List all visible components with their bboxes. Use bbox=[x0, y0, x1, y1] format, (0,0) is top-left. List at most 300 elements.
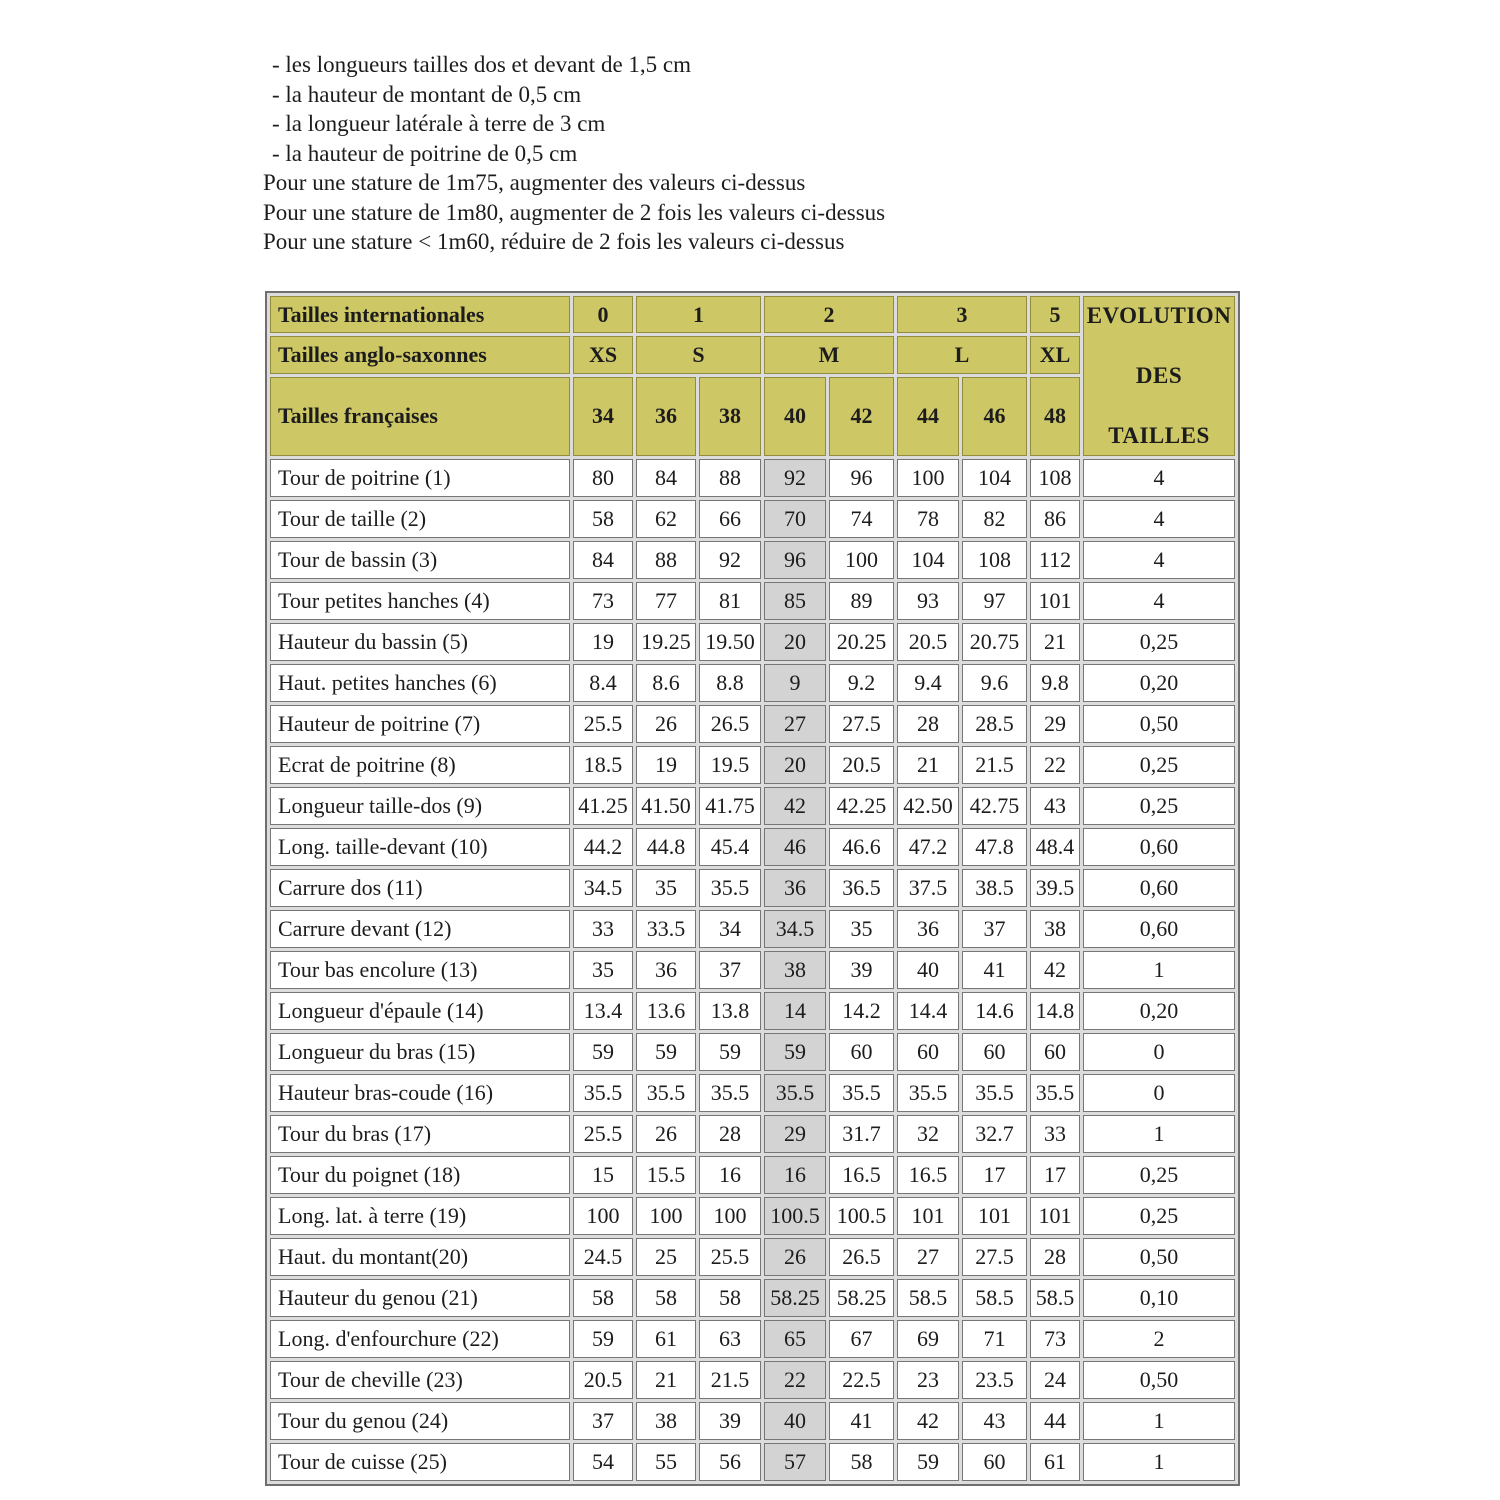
value-cell: 82 bbox=[962, 500, 1027, 538]
value-cell: 9.4 bbox=[897, 664, 959, 702]
value-cell: 38 bbox=[764, 951, 826, 989]
row-label: Tour de cuisse (25) bbox=[270, 1443, 570, 1481]
value-cell: 35.5 bbox=[699, 869, 761, 907]
value-cell: 36 bbox=[636, 951, 696, 989]
row-label: Longueur du bras (15) bbox=[270, 1033, 570, 1071]
evolution-cell: 1 bbox=[1083, 951, 1235, 989]
value-cell: 37 bbox=[573, 1402, 633, 1440]
size-header-cell: 2 bbox=[764, 296, 894, 333]
value-cell: 27 bbox=[764, 705, 826, 743]
value-cell: 13.4 bbox=[573, 992, 633, 1030]
value-cell: 21 bbox=[1030, 623, 1080, 661]
value-cell: 19.5 bbox=[699, 746, 761, 784]
value-cell: 15 bbox=[573, 1156, 633, 1194]
evolution-cell: 1 bbox=[1083, 1115, 1235, 1153]
row-label: Ecrat de poitrine (8) bbox=[270, 746, 570, 784]
size-table-container bbox=[265, 291, 1240, 1486]
value-cell: 67 bbox=[829, 1320, 894, 1358]
evolution-cell: 0,60 bbox=[1083, 869, 1235, 907]
value-cell: 13.8 bbox=[699, 992, 761, 1030]
measurement-row bbox=[270, 1279, 1235, 1317]
value-cell: 48.4 bbox=[1030, 828, 1080, 866]
value-cell: 60 bbox=[829, 1033, 894, 1071]
value-cell: 66 bbox=[699, 500, 761, 538]
value-cell: 32 bbox=[897, 1115, 959, 1153]
row-label: Long. taille-devant (10) bbox=[270, 828, 570, 866]
value-cell: 58 bbox=[573, 500, 633, 538]
value-cell: 14.4 bbox=[897, 992, 959, 1030]
evolution-cell: 0,25 bbox=[1083, 1197, 1235, 1235]
measurement-row bbox=[270, 705, 1235, 743]
value-cell: 44.8 bbox=[636, 828, 696, 866]
value-cell: 35.5 bbox=[764, 1074, 826, 1112]
value-cell: 24 bbox=[1030, 1361, 1080, 1399]
size-header-cell: 34 bbox=[573, 377, 633, 456]
value-cell: 29 bbox=[1030, 705, 1080, 743]
value-cell: 38 bbox=[636, 1402, 696, 1440]
value-cell: 61 bbox=[636, 1320, 696, 1358]
value-cell: 19 bbox=[573, 623, 633, 661]
value-cell: 19.25 bbox=[636, 623, 696, 661]
evolution-header bbox=[1083, 296, 1235, 456]
value-cell: 40 bbox=[764, 1402, 826, 1440]
size-header-cell: L bbox=[897, 336, 1027, 373]
value-cell: 57 bbox=[764, 1443, 826, 1481]
value-cell: 37 bbox=[962, 910, 1027, 948]
row-label: Tour du bras (17) bbox=[270, 1115, 570, 1153]
value-cell: 39 bbox=[829, 951, 894, 989]
value-cell: 29 bbox=[764, 1115, 826, 1153]
value-cell: 23 bbox=[897, 1361, 959, 1399]
value-cell: 15.5 bbox=[636, 1156, 696, 1194]
size-header-cell: S bbox=[636, 336, 761, 373]
value-cell: 27 bbox=[897, 1238, 959, 1276]
value-cell: 8.6 bbox=[636, 664, 696, 702]
value-cell: 42 bbox=[897, 1402, 959, 1440]
value-cell: 28.5 bbox=[962, 705, 1027, 743]
value-cell: 78 bbox=[897, 500, 959, 538]
value-cell: 33 bbox=[1030, 1115, 1080, 1153]
value-cell: 42.75 bbox=[962, 787, 1027, 825]
value-cell: 16.5 bbox=[829, 1156, 894, 1194]
value-cell: 26.5 bbox=[829, 1238, 894, 1276]
measurement-row bbox=[270, 1402, 1235, 1440]
value-cell: 58 bbox=[699, 1279, 761, 1317]
row-label: Tour de poitrine (1) bbox=[270, 459, 570, 497]
evolution-word: EVOLUTION bbox=[1086, 303, 1232, 328]
measurement-row bbox=[270, 746, 1235, 784]
evolution-word: TAILLES bbox=[1108, 423, 1210, 448]
measurement-row bbox=[270, 951, 1235, 989]
measurement-row bbox=[270, 459, 1235, 497]
value-cell: 27.5 bbox=[962, 1238, 1027, 1276]
evolution-header-words bbox=[1084, 297, 1234, 455]
value-cell: 69 bbox=[897, 1320, 959, 1358]
evolution-cell: 0 bbox=[1083, 1074, 1235, 1112]
value-cell: 31.7 bbox=[829, 1115, 894, 1153]
value-cell: 26.5 bbox=[699, 705, 761, 743]
value-cell: 104 bbox=[897, 541, 959, 579]
value-cell: 43 bbox=[1030, 787, 1080, 825]
size-header-cell: 0 bbox=[573, 296, 633, 333]
row-label: Tour du poignet (18) bbox=[270, 1156, 570, 1194]
value-cell: 59 bbox=[573, 1033, 633, 1071]
size-header-cell: 44 bbox=[897, 377, 959, 456]
evolution-cell: 0,20 bbox=[1083, 664, 1235, 702]
intro-line: - la longueur latérale à terre de 3 cm bbox=[272, 111, 606, 136]
evolution-word: DES bbox=[1135, 363, 1183, 388]
value-cell: 100.5 bbox=[829, 1197, 894, 1235]
value-cell: 26 bbox=[764, 1238, 826, 1276]
value-cell: 101 bbox=[1030, 1197, 1080, 1235]
size-header-cell: 1 bbox=[636, 296, 761, 333]
row-label: Tour petites hanches (4) bbox=[270, 582, 570, 620]
intro-line: - la hauteur de montant de 0,5 cm bbox=[272, 81, 582, 107]
value-cell: 14.6 bbox=[962, 992, 1027, 1030]
header-row-label: Tailles internationales bbox=[270, 296, 570, 333]
value-cell: 38.5 bbox=[962, 869, 1027, 907]
value-cell: 96 bbox=[764, 541, 826, 579]
value-cell: 8.4 bbox=[573, 664, 633, 702]
row-label: Hauteur du genou (21) bbox=[270, 1279, 570, 1317]
value-cell: 59 bbox=[573, 1320, 633, 1358]
evolution-cell: 0,25 bbox=[1083, 1156, 1235, 1194]
evolution-cell: 0 bbox=[1083, 1033, 1235, 1071]
value-cell: 73 bbox=[1030, 1320, 1080, 1358]
value-cell: 25.5 bbox=[573, 1115, 633, 1153]
value-cell: 21.5 bbox=[962, 746, 1027, 784]
row-label: Longueur taille-dos (9) bbox=[270, 787, 570, 825]
row-label: Long. lat. à terre (19) bbox=[270, 1197, 570, 1235]
value-cell: 35.5 bbox=[962, 1074, 1027, 1112]
size-table-body bbox=[270, 296, 1235, 1481]
value-cell: 41 bbox=[962, 951, 1027, 989]
value-cell: 43 bbox=[962, 1402, 1027, 1440]
evolution-cell: 0,10 bbox=[1083, 1279, 1235, 1317]
value-cell: 108 bbox=[1030, 459, 1080, 497]
value-cell: 86 bbox=[1030, 500, 1080, 538]
value-cell: 36 bbox=[764, 869, 826, 907]
value-cell: 45.4 bbox=[699, 828, 761, 866]
row-label: Hauteur du bassin (5) bbox=[270, 623, 570, 661]
measurement-row bbox=[270, 828, 1235, 866]
value-cell: 35.5 bbox=[573, 1074, 633, 1112]
measurement-row bbox=[270, 500, 1235, 538]
value-cell: 42 bbox=[1030, 951, 1080, 989]
evolution-cell: 0,60 bbox=[1083, 828, 1235, 866]
value-cell: 47.2 bbox=[897, 828, 959, 866]
measurement-row bbox=[270, 1361, 1235, 1399]
value-cell: 25 bbox=[636, 1238, 696, 1276]
size-header-cell: 40 bbox=[764, 377, 826, 456]
value-cell: 59 bbox=[636, 1033, 696, 1071]
value-cell: 58.25 bbox=[829, 1279, 894, 1317]
value-cell: 26 bbox=[636, 1115, 696, 1153]
value-cell: 41.25 bbox=[573, 787, 633, 825]
size-header-cell: 38 bbox=[699, 377, 761, 456]
value-cell: 34.5 bbox=[573, 869, 633, 907]
value-cell: 73 bbox=[573, 582, 633, 620]
value-cell: 20.25 bbox=[829, 623, 894, 661]
value-cell: 22.5 bbox=[829, 1361, 894, 1399]
row-label: Hauteur bras-coude (16) bbox=[270, 1074, 570, 1112]
row-label: Tour de taille (2) bbox=[270, 500, 570, 538]
value-cell: 27.5 bbox=[829, 705, 894, 743]
value-cell: 13.6 bbox=[636, 992, 696, 1030]
row-label: Haut. du montant(20) bbox=[270, 1238, 570, 1276]
value-cell: 60 bbox=[1030, 1033, 1080, 1071]
value-cell: 41 bbox=[829, 1402, 894, 1440]
value-cell: 21 bbox=[897, 746, 959, 784]
value-cell: 77 bbox=[636, 582, 696, 620]
measurement-row bbox=[270, 1197, 1235, 1235]
value-cell: 32.7 bbox=[962, 1115, 1027, 1153]
value-cell: 34.5 bbox=[764, 910, 826, 948]
size-header-cell: 3 bbox=[897, 296, 1027, 333]
value-cell: 23.5 bbox=[962, 1361, 1027, 1399]
intro-line: Pour une stature de 1m75, augmenter des valeurs ci-dessus bbox=[263, 170, 806, 195]
value-cell: 28 bbox=[897, 705, 959, 743]
value-cell: 74 bbox=[829, 500, 894, 538]
measurement-row bbox=[270, 1238, 1235, 1276]
size-header-cell: 36 bbox=[636, 377, 696, 456]
value-cell: 100 bbox=[573, 1197, 633, 1235]
size-header-cell: M bbox=[764, 336, 894, 373]
measurement-row bbox=[270, 992, 1235, 1030]
value-cell: 22 bbox=[764, 1361, 826, 1399]
value-cell: 36 bbox=[897, 910, 959, 948]
value-cell: 65 bbox=[764, 1320, 826, 1358]
value-cell: 17 bbox=[962, 1156, 1027, 1194]
value-cell: 80 bbox=[573, 459, 633, 497]
row-label: Haut. petites hanches (6) bbox=[270, 664, 570, 702]
value-cell: 55 bbox=[636, 1443, 696, 1481]
measurement-row bbox=[270, 623, 1235, 661]
value-cell: 9.6 bbox=[962, 664, 1027, 702]
value-cell: 44 bbox=[1030, 1402, 1080, 1440]
value-cell: 14.2 bbox=[829, 992, 894, 1030]
value-cell: 18.5 bbox=[573, 746, 633, 784]
value-cell: 88 bbox=[699, 459, 761, 497]
row-label: Longueur d'épaule (14) bbox=[270, 992, 570, 1030]
value-cell: 58.5 bbox=[897, 1279, 959, 1317]
value-cell: 100 bbox=[699, 1197, 761, 1235]
intro-text bbox=[263, 50, 885, 257]
intro-line: Pour une stature de 1m80, augmenter de 2 fois les valeurs ci-dessus bbox=[263, 199, 886, 225]
value-cell: 33 bbox=[573, 910, 633, 948]
value-cell: 35.5 bbox=[636, 1074, 696, 1112]
row-label: Long. d'enfourchure (22) bbox=[270, 1320, 570, 1358]
evolution-cell: 4 bbox=[1083, 459, 1235, 497]
value-cell: 92 bbox=[764, 459, 826, 497]
value-cell: 33.5 bbox=[636, 910, 696, 948]
measurement-row bbox=[270, 1443, 1235, 1481]
value-cell: 37 bbox=[699, 951, 761, 989]
value-cell: 101 bbox=[1030, 582, 1080, 620]
value-cell: 58 bbox=[573, 1279, 633, 1317]
evolution-cell: 1 bbox=[1083, 1443, 1235, 1481]
evolution-cell: 4 bbox=[1083, 582, 1235, 620]
measurement-row bbox=[270, 541, 1235, 579]
value-cell: 42.50 bbox=[897, 787, 959, 825]
value-cell: 14 bbox=[764, 992, 826, 1030]
value-cell: 97 bbox=[962, 582, 1027, 620]
value-cell: 21.5 bbox=[699, 1361, 761, 1399]
measurement-row bbox=[270, 1033, 1235, 1071]
value-cell: 9 bbox=[764, 664, 826, 702]
value-cell: 104 bbox=[962, 459, 1027, 497]
value-cell: 101 bbox=[897, 1197, 959, 1235]
evolution-cell: 0,25 bbox=[1083, 623, 1235, 661]
value-cell: 96 bbox=[829, 459, 894, 497]
value-cell: 9.2 bbox=[829, 664, 894, 702]
value-cell: 44.2 bbox=[573, 828, 633, 866]
size-header-cell: 46 bbox=[962, 377, 1027, 456]
value-cell: 47.8 bbox=[962, 828, 1027, 866]
value-cell: 35.5 bbox=[829, 1074, 894, 1112]
value-cell: 20.5 bbox=[829, 746, 894, 784]
value-cell: 60 bbox=[897, 1033, 959, 1071]
row-label: Tour bas encolure (13) bbox=[270, 951, 570, 989]
value-cell: 25.5 bbox=[699, 1238, 761, 1276]
row-label: Carrure devant (12) bbox=[270, 910, 570, 948]
measurement-row bbox=[270, 910, 1235, 948]
value-cell: 14.8 bbox=[1030, 992, 1080, 1030]
value-cell: 41.50 bbox=[636, 787, 696, 825]
value-cell: 20 bbox=[764, 623, 826, 661]
measurement-row bbox=[270, 1074, 1235, 1112]
measurement-row bbox=[270, 1320, 1235, 1358]
value-cell: 16.5 bbox=[897, 1156, 959, 1194]
measurement-row bbox=[270, 582, 1235, 620]
value-cell: 20.75 bbox=[962, 623, 1027, 661]
value-cell: 46.6 bbox=[829, 828, 894, 866]
value-cell: 39.5 bbox=[1030, 869, 1080, 907]
value-cell: 19.50 bbox=[699, 623, 761, 661]
value-cell: 100.5 bbox=[764, 1197, 826, 1235]
value-cell: 41.75 bbox=[699, 787, 761, 825]
size-header-cell: 5 bbox=[1030, 296, 1080, 333]
value-cell: 8.8 bbox=[699, 664, 761, 702]
measurement-row bbox=[270, 787, 1235, 825]
value-cell: 54 bbox=[573, 1443, 633, 1481]
measurement-row bbox=[270, 664, 1235, 702]
value-cell: 93 bbox=[897, 582, 959, 620]
value-cell: 35 bbox=[573, 951, 633, 989]
measurement-row bbox=[270, 869, 1235, 907]
value-cell: 88 bbox=[636, 541, 696, 579]
intro-line: - les longueurs tailles dos et devant de 1,5 cm bbox=[272, 52, 692, 77]
size-header-cell: 42 bbox=[829, 377, 894, 456]
value-cell: 40 bbox=[897, 951, 959, 989]
value-cell: 16 bbox=[764, 1156, 826, 1194]
value-cell: 35.5 bbox=[699, 1074, 761, 1112]
size-header-cell: 48 bbox=[1030, 377, 1080, 456]
value-cell: 36.5 bbox=[829, 869, 894, 907]
value-cell: 20.5 bbox=[573, 1361, 633, 1399]
value-cell: 42.25 bbox=[829, 787, 894, 825]
value-cell: 16 bbox=[699, 1156, 761, 1194]
value-cell: 59 bbox=[897, 1443, 959, 1481]
intro-line: Pour une stature < 1m60, réduire de 2 fois les valeurs ci-dessus bbox=[263, 229, 845, 254]
value-cell: 84 bbox=[573, 541, 633, 579]
value-cell: 61 bbox=[1030, 1443, 1080, 1481]
value-cell: 58 bbox=[636, 1279, 696, 1317]
evolution-cell: 4 bbox=[1083, 541, 1235, 579]
value-cell: 19 bbox=[636, 746, 696, 784]
row-label: Carrure dos (11) bbox=[270, 869, 570, 907]
evolution-cell: 0,60 bbox=[1083, 910, 1235, 948]
size-header-cell: XL bbox=[1030, 336, 1080, 373]
value-cell: 60 bbox=[962, 1033, 1027, 1071]
value-cell: 70 bbox=[764, 500, 826, 538]
value-cell: 20.5 bbox=[897, 623, 959, 661]
value-cell: 101 bbox=[962, 1197, 1027, 1235]
value-cell: 35 bbox=[636, 869, 696, 907]
evolution-cell: 2 bbox=[1083, 1320, 1235, 1358]
value-cell: 17 bbox=[1030, 1156, 1080, 1194]
value-cell: 60 bbox=[962, 1443, 1027, 1481]
row-label: Tour de cheville (23) bbox=[270, 1361, 570, 1399]
value-cell: 89 bbox=[829, 582, 894, 620]
value-cell: 22 bbox=[1030, 746, 1080, 784]
value-cell: 112 bbox=[1030, 541, 1080, 579]
value-cell: 100 bbox=[636, 1197, 696, 1235]
measurement-row bbox=[270, 1156, 1235, 1194]
value-cell: 58.5 bbox=[962, 1279, 1027, 1317]
value-cell: 24.5 bbox=[573, 1238, 633, 1276]
value-cell: 38 bbox=[1030, 910, 1080, 948]
value-cell: 58 bbox=[829, 1443, 894, 1481]
value-cell: 25.5 bbox=[573, 705, 633, 743]
value-cell: 21 bbox=[636, 1361, 696, 1399]
value-cell: 71 bbox=[962, 1320, 1027, 1358]
value-cell: 35.5 bbox=[1030, 1074, 1080, 1112]
evolution-cell: 0,50 bbox=[1083, 705, 1235, 743]
value-cell: 28 bbox=[699, 1115, 761, 1153]
value-cell: 108 bbox=[962, 541, 1027, 579]
value-cell: 84 bbox=[636, 459, 696, 497]
evolution-cell: 0,20 bbox=[1083, 992, 1235, 1030]
row-label: Hauteur de poitrine (7) bbox=[270, 705, 570, 743]
value-cell: 20 bbox=[764, 746, 826, 784]
value-cell: 58.5 bbox=[1030, 1279, 1080, 1317]
value-cell: 58.25 bbox=[764, 1279, 826, 1317]
size-table bbox=[265, 291, 1240, 1486]
value-cell: 9.8 bbox=[1030, 664, 1080, 702]
value-cell: 100 bbox=[897, 459, 959, 497]
value-cell: 26 bbox=[636, 705, 696, 743]
value-cell: 35.5 bbox=[897, 1074, 959, 1112]
evolution-cell: 0,25 bbox=[1083, 746, 1235, 784]
value-cell: 37.5 bbox=[897, 869, 959, 907]
evolution-cell: 0,25 bbox=[1083, 787, 1235, 825]
value-cell: 59 bbox=[764, 1033, 826, 1071]
value-cell: 39 bbox=[699, 1402, 761, 1440]
value-cell: 81 bbox=[699, 582, 761, 620]
value-cell: 28 bbox=[1030, 1238, 1080, 1276]
value-cell: 46 bbox=[764, 828, 826, 866]
value-cell: 63 bbox=[699, 1320, 761, 1358]
intro-line: - la hauteur de poitrine de 0,5 cm bbox=[272, 140, 578, 166]
evolution-cell: 1 bbox=[1083, 1402, 1235, 1440]
header-row bbox=[270, 296, 1235, 333]
value-cell: 59 bbox=[699, 1033, 761, 1071]
evolution-cell: 4 bbox=[1083, 500, 1235, 538]
value-cell: 85 bbox=[764, 582, 826, 620]
measurement-row bbox=[270, 1115, 1235, 1153]
value-cell: 56 bbox=[699, 1443, 761, 1481]
